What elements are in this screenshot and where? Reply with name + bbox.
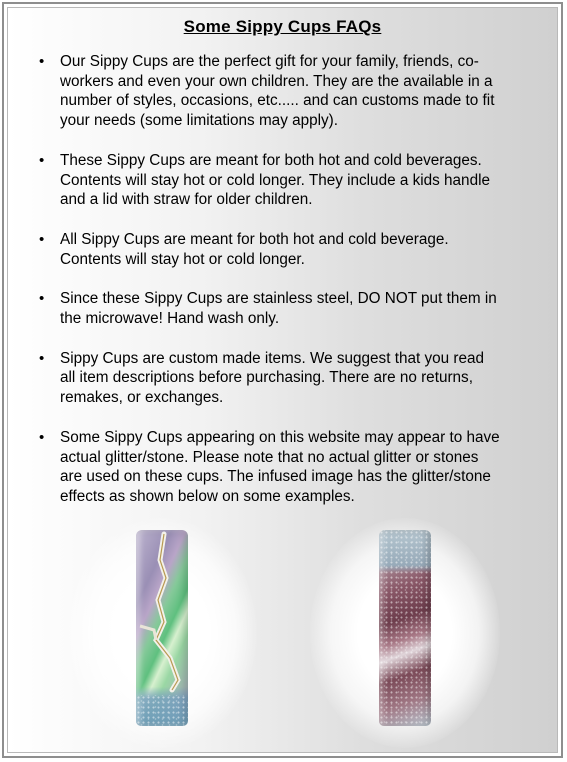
marble-tumbler-image	[136, 530, 188, 726]
tumbler-photo-glitter	[310, 518, 500, 748]
glitter-tumbler-image	[379, 530, 431, 726]
faq-list	[34, 52, 554, 507]
faq-item: • Some Sippy Cups appearing on this website may appear to have actual glitter/stone. Please note that no actual glitter or stones are used on these cups. The infused image has the glitter/stone effects as shown below on some examples.	[34, 428, 554, 507]
faq-item: • All Sippy Cups are meant for both hot and cold beverage. Contents will stay hot or cold longer.	[34, 230, 554, 269]
faq-item: • Our Sippy Cups are the perfect gift for your family, friends, co- workers and even your own children. They are the available in a number of styles, occasions, etc..... and can customs made to fit your needs (some limitations may apply).	[34, 52, 554, 131]
faq-item: • These Sippy Cups are meant for both hot and cold beverages. Contents will stay hot or cold longer. They include a kids handle and a lid with straw for older children.	[34, 151, 554, 210]
page-title: Some Sippy Cups FAQs	[183, 17, 382, 36]
faq-panel	[8, 8, 557, 752]
faq-item: • Sippy Cups are custom made items. We suggest that you read all item descriptions before purchasing. There are no returns, remakes, or exchanges.	[34, 349, 554, 408]
tumbler-photo-marble	[67, 518, 257, 748]
glitter-effect	[379, 530, 431, 726]
glitter-base-effect	[136, 695, 188, 726]
faq-item: • Since these Sippy Cups are stainless steel, DO NOT put them in the microwave! Hand wash only.	[34, 289, 554, 328]
faq-frame	[2, 2, 563, 758]
